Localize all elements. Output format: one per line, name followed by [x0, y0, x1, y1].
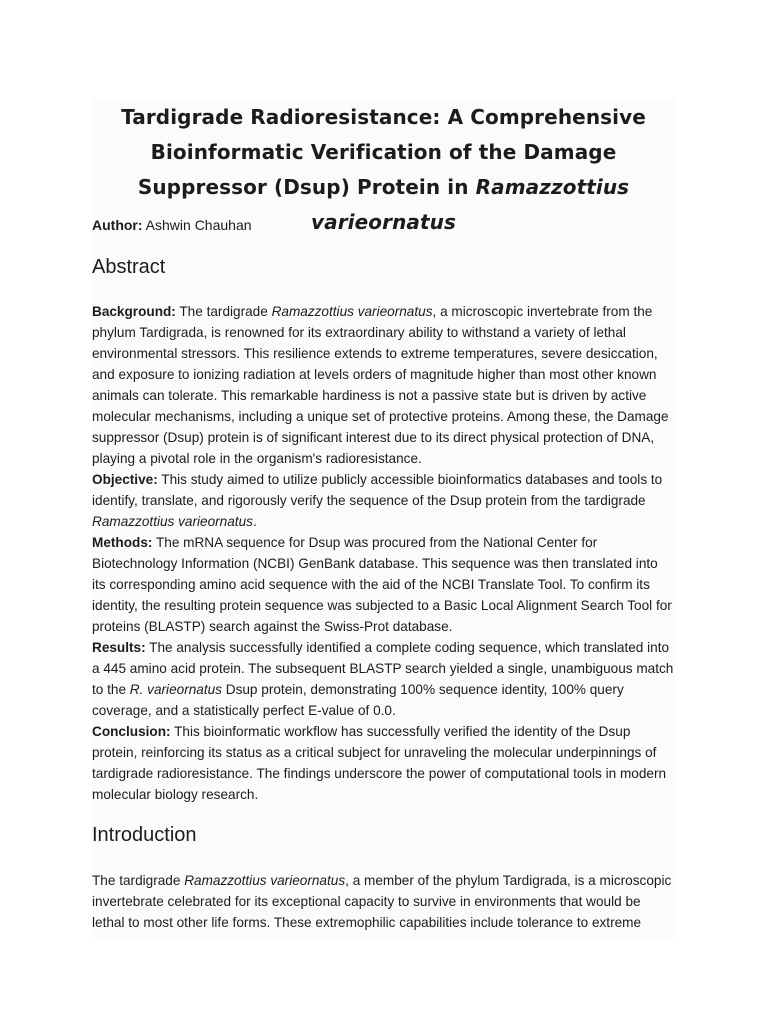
paper-title-text: Tardigrade Radioresistance: A Comprehensive Bioinformatic Verification of the Damage Suppressor (Dsup) Protein in	[121, 105, 646, 199]
methods-text: The mRNA sequence for Dsup was procured from the National Center for Biotechnology Information (NCBI) GenBank database. This sequence was then translated into its corresponding amino acid sequence with the aid of the NCBI Translate Tool. To confirm its identity, the resulting protein sequence was subjected to a Basic Local Alignment Search Tool for proteins (BLASTP) search against the Swiss-Prot database.	[92, 535, 672, 634]
background-label: Background:	[92, 304, 176, 319]
objective-species: Ramazzottius varieornatus	[92, 514, 253, 529]
objective-label: Objective:	[92, 472, 158, 487]
abstract-body	[92, 301, 675, 805]
abstract-background	[92, 301, 675, 469]
introduction-paragraph	[92, 870, 675, 933]
abstract-methods	[92, 532, 675, 637]
document-page	[92, 100, 675, 938]
intro-text-1: The tardigrade	[92, 873, 185, 888]
intro-text-2: , a member of the phylum Tardigrada, is a microscopic invertebrate celebrated for its exceptional capacity to survive in environments that would be lethal to most other life forms. These extremophilic capabilities include tolerance to extreme	[92, 873, 672, 930]
methods-label: Methods:	[92, 535, 153, 550]
results-species: R. varieornatus	[129, 682, 222, 697]
intro-species: Ramazzottius varieornatus	[184, 873, 346, 888]
introduction-heading: Introduction	[92, 824, 197, 846]
results-label: Results:	[92, 640, 146, 655]
author-line	[92, 215, 252, 235]
background-text-1: The tardigrade	[179, 304, 272, 319]
background-species: Ramazzottius varieornatus	[271, 304, 433, 319]
abstract-heading: Abstract	[92, 256, 166, 278]
paper-title-species: Ramazzottius varieornatus	[310, 175, 630, 234]
abstract-conclusion	[92, 721, 675, 805]
background-text-2: , a microscopic invertebrate from the phylum Tardigrada, is renowned for its extraordinary ability to withstand a variety of lethal environmental stressors. This resilience extends to extreme temperatures, severe desiccation, and exposure to ionizing radiation at levels orders of magnitude higher than most other known animals can tolerate. This remarkable hardiness is not a passive state but is driven by active molecular mechanisms, including a unique set of protective proteins. Among these, the Damage suppressor (Dsup) protein is of significant interest due to its direct physical protection of DNA, playing a pivotal role in the organism's radioresistance.	[92, 304, 669, 466]
conclusion-label: Conclusion:	[92, 724, 171, 739]
author-name: Ashwin Chauhan	[145, 217, 252, 233]
abstract-results	[92, 637, 675, 721]
conclusion-text: This bioinformatic workflow has successfully verified the identity of the Dsup protein, reinforcing its status as a critical subject for unraveling the molecular underpinnings of tardigrade radioresistance. The findings underscore the power of computational tools in modern molecular biology research.	[92, 724, 667, 802]
results-text-1: The analysis successfully identified a complete coding sequence, which translated into a 445 amino acid protein. The subsequent BLASTP search yielded a single, unambiguous match to the	[92, 640, 674, 697]
objective-text-2: .	[252, 514, 257, 529]
introduction-body	[92, 870, 675, 933]
author-label: Author:	[92, 217, 143, 233]
results-text-2: Dsup protein, demonstrating 100% sequence identity, 100% query coverage, and a statistically perfect E-value of 0.0.	[92, 682, 624, 718]
abstract-objective	[92, 469, 675, 532]
objective-text-1: This study aimed to utilize publicly accessible bioinformatics databases and tools to identify, translate, and rigorously verify the sequence of the Dsup protein from the tardigrade	[92, 472, 663, 508]
